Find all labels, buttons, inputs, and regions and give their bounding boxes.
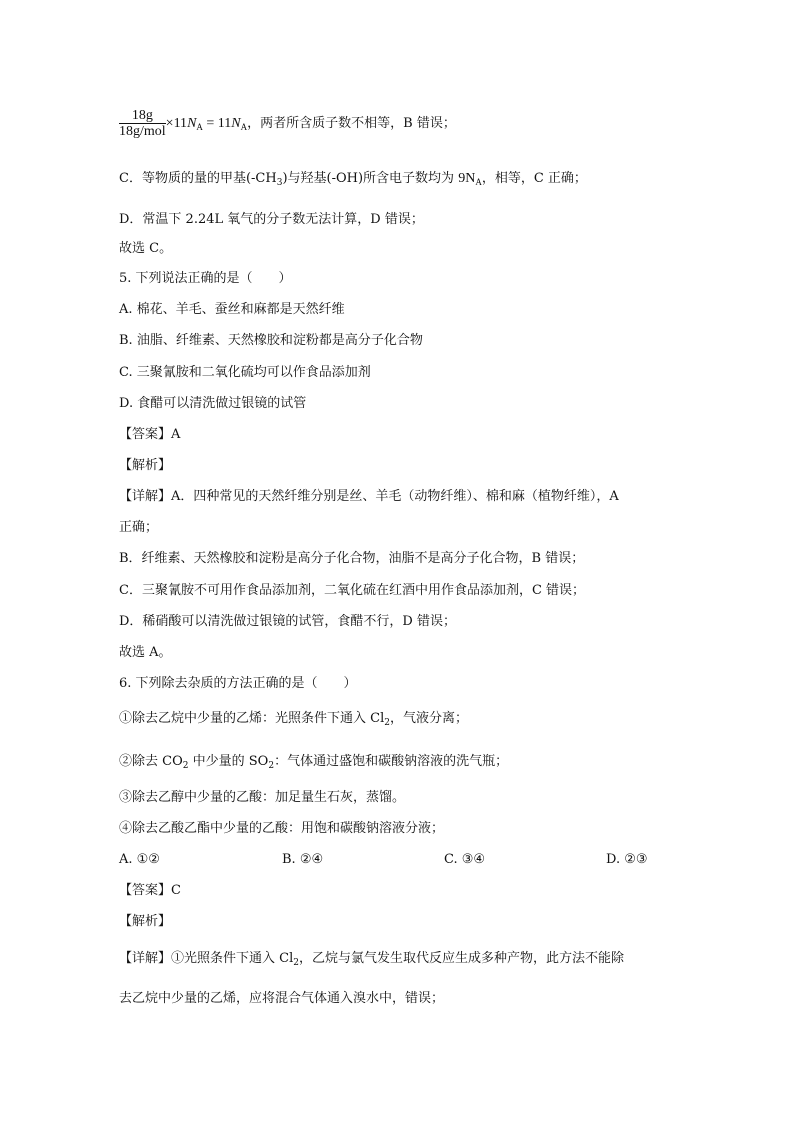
line-c-suba: A [475,177,482,187]
q6-item-1 [119,710,468,732]
q6-detail-1-post: ，乙烷与氯气发生取代反应生成多种产物，此方法不能除 [298,951,624,966]
q6-detail-1-pre: 【详解】①光照条件下通入 Cl [119,951,294,966]
formula-n: N [187,116,197,131]
q6-item-1-sub: 2 [384,718,390,728]
q5-detail-4: D．稀硝酸可以清洗做过银镜的试管，食醋不行，D 错误； [119,614,456,629]
q6-item-2-mid: 中少量的 SO [188,754,269,769]
line-c-sub: 3 [276,178,283,188]
line-c-9n: 9N [458,171,476,186]
line-c-rest: ，相等，C 正确； [481,171,587,186]
line-c-pre: C．等物质的量的甲基(-CH [119,171,277,186]
q6-detail-1 [119,950,624,972]
q5-detail-1b: 正确； [119,520,159,535]
q6-item-2-sub2: 2 [268,761,275,771]
q6-item-1-pre: ①除去乙烷中少量的乙烯：光照条件下通入 Cl [119,711,385,726]
fraction [119,108,166,139]
q6-analysis: 【解析】 [119,914,172,929]
fraction-denominator: 18g/mol [119,124,166,139]
q6-option-d: D. ②③ [606,852,648,867]
line-c [119,170,587,192]
q5-choose: 故选 A。 [119,645,172,660]
q6-item-2 [119,753,508,775]
q6-option-b: B. ②④ [282,852,324,867]
choose-c: 故选 C。 [119,241,173,256]
q6-item-2-post: ：气体通过盛饱和碳酸钠溶液的洗气瓶； [274,754,509,769]
q5-option-c: C. 三聚氰胺和二氧化硫均可以作食品添加剂 [119,365,371,380]
q5-detail-2: B．纤维素、天然橡胶和淀粉是高分子化合物，油脂不是高分子化合物，B 错误； [119,551,585,566]
q5-detail-3: C．三聚氰胺不可用作食品添加剂，二氧化硫在红酒中用作食品添加剂，C 错误； [119,583,586,598]
q6-answer: 【答案】C [119,883,181,898]
q5-option-b: B. 油脂、纤维素、天然橡胶和淀粉都是高分子化合物 [119,333,423,348]
q6-detail-2: 去乙烷中少量的乙烯，应将混合气体通入溴水中，错误； [119,991,445,1006]
fraction-numerator: 18g [119,108,166,124]
formula-sub2: A [240,122,248,132]
q6-detail-1-sub: 2 [293,958,299,968]
q5-option-a: A. 棉花、羊毛、蚕丝和麻都是天然纤维 [119,302,345,317]
formula-rest: ，两者所含质子数不相等，B 错误； [247,116,456,131]
q6-stem: 6. 下列除去杂质的方法正确的是（ ） [119,676,357,691]
q6-item-2-pre: ②除去 CO [119,754,183,769]
formula-line [119,108,456,139]
q6-option-a: A. ①② [119,852,160,867]
q6-item-2-sub: 2 [182,761,189,771]
formula-eq: = 11 [202,116,232,131]
q5-analysis: 【解析】 [119,458,172,473]
q6-item-1-post: ，气液分离； [389,711,468,726]
formula-sub: A [196,122,203,132]
q6-option-c: C. ③④ [444,852,486,867]
q5-stem: 5. 下列说法正确的是（ ） [119,271,292,286]
q6-item-3: ③除去乙醇中少量的乙酸：加足量生石灰，蒸馏。 [119,790,406,805]
q5-answer: 【答案】A [119,427,181,442]
line-d: D．常温下 2.24L 氧气的分子数无法计算，D 错误； [119,212,424,227]
q6-item-4: ④除去乙酸乙酯中少量的乙酸：用饱和碳酸钠溶液分液； [119,821,445,836]
line-c-mid: )与羟基(-OH)所含电子数均为 [282,171,459,186]
formula-n2: N [231,116,241,131]
q5-option-d: D. 食醋可以清洗做过银镜的试管 [119,396,307,411]
q5-detail-1: 【详解】A．四种常见的天然纤维分别是丝、羊毛（动物纤维）、棉和麻（植物纤维），A [119,489,619,504]
formula-times: ×11 [165,116,188,131]
